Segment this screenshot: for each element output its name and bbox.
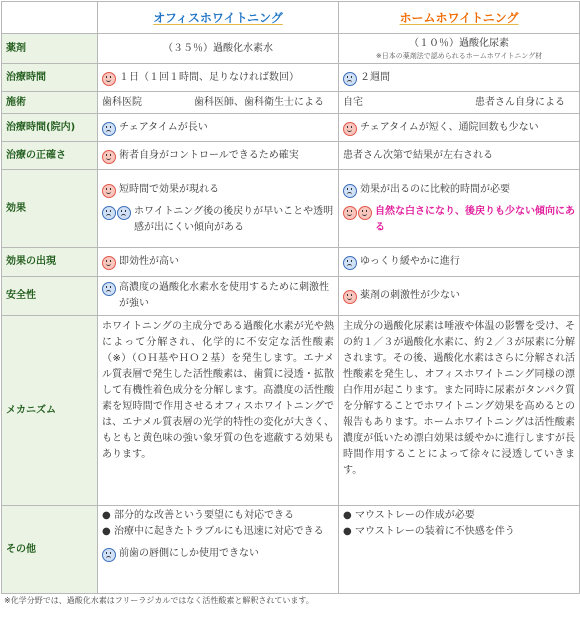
frowning-face-icon <box>102 548 116 562</box>
row-clinic-time <box>2 114 580 142</box>
frowning-face-icon <box>102 206 116 220</box>
home-safety-cell <box>339 277 580 316</box>
home-agent-note: ※日本の薬剤法で認められるホームホワイトニング材 <box>375 52 543 60</box>
home-period-cell <box>339 64 580 92</box>
corner-cell <box>2 2 98 34</box>
home-period: ２週間 <box>360 71 390 83</box>
office-effect-cell <box>98 170 339 248</box>
home-effect-2: 自然な白さになり、後戻りも少ない傾向にある <box>375 205 575 233</box>
home-onset-cell <box>339 248 580 277</box>
frowning-face-icon <box>102 122 116 136</box>
office-effect-2: ホワイトニング後の後戻りが早いことや透明感が出にくい傾向がある <box>134 205 334 233</box>
office-accuracy-cell <box>98 142 339 170</box>
row-label: 治療の正確さ <box>2 142 98 170</box>
home-place: 自宅 <box>343 96 363 108</box>
home-other-1: マウストレーの作成が必要 <box>355 510 475 521</box>
frowning-face-icon <box>102 282 116 296</box>
smiling-face-icon <box>102 256 116 270</box>
home-onset: ゆっくり緩やかに進行 <box>360 256 460 267</box>
home-other-cell: ● マウストレーの作成が必要 ● マウストレーの装着に不快感を伴う <box>339 506 580 594</box>
home-effect-1: 効果が出るのに比較的時間が必要 <box>360 183 510 195</box>
row-mechanism <box>2 316 580 506</box>
row-other <box>2 506 580 594</box>
row-label: その他 <box>2 506 98 594</box>
home-effect-cell <box>339 170 580 248</box>
header-row <box>2 2 580 34</box>
smiling-face-icon <box>343 206 357 220</box>
footnote: ※化学分野では、過酸化水素はフリーラジカルではなく活性酸素と解釈されています。 <box>4 596 314 605</box>
office-accuracy: 術者自身がコントロールできるため確実 <box>119 149 299 161</box>
home-clinic-time: チェアタイムが短く、通院回数も少ない <box>360 121 539 133</box>
frowning-face-icon <box>343 184 357 198</box>
frowning-face-icon <box>343 256 357 270</box>
home-whitening-heading: ホームホワイトニング <box>339 2 580 34</box>
home-operator: 患者さん自身による <box>475 96 565 108</box>
office-other-cell: ● 部分的な改善という要望にも対応できる ● 治療中に起きたトラブルにも迅速に対応できる 前歯の唇側にしか使用できない <box>98 506 339 594</box>
row-onset <box>2 248 580 277</box>
smiling-face-icon <box>343 290 357 304</box>
home-clinic-cell <box>339 114 580 142</box>
office-period: １日（１回１時間、足りなければ数回） <box>119 71 299 83</box>
office-onset-cell <box>98 248 339 277</box>
office-procedure-cell <box>98 92 339 114</box>
smiling-face-icon <box>102 150 116 164</box>
home-safety: 薬剤の刺激性が少ない <box>360 290 460 301</box>
office-other-1: 部分的な改善という要望にも対応できる <box>114 510 294 521</box>
smiling-face-icon <box>102 184 116 198</box>
home-procedure-cell <box>339 92 580 114</box>
smiling-face-icon <box>358 206 372 220</box>
home-agent: （１０％）過酸化尿素 <box>409 38 509 49</box>
row-accuracy <box>2 142 580 170</box>
office-other-3: 前歯の唇側にしか使用できない <box>119 548 259 559</box>
office-whitening-heading: オフィスホワイトニング <box>98 2 339 34</box>
office-period-cell <box>98 64 339 92</box>
row-agent <box>2 34 580 64</box>
smiling-face-icon <box>102 72 116 86</box>
home-agent-cell <box>339 34 580 64</box>
office-safety: 高濃度の過酸化水素水を使用するために刺激性が強い <box>119 282 329 309</box>
row-label: 安全性 <box>2 277 98 316</box>
office-clinic-cell <box>98 114 339 142</box>
row-label: 施術 <box>2 92 98 114</box>
office-place: 歯科医院 <box>102 96 142 108</box>
office-operator: 歯科医師、歯科衛生士による <box>194 96 324 108</box>
frowning-face-icon <box>117 206 131 220</box>
row-safety <box>2 277 580 316</box>
office-onset: 即効性が高い <box>119 256 179 267</box>
row-procedure <box>2 92 580 114</box>
home-mechanism: 主成分の過酸化尿素は唾液や体温の影響を受け、その約１／３が過酸化水素に、約２／３が尿素に分解されます。その後、過酸化水素はさらに分解され活性酸素を発生し、オフィスホワイトニング同様の漂白作用が起こります。また同時に尿素がタンパク質を分解することでホワイトニング効果を高めるとの報告もあります。ホームホワイトニングは活性酸素濃度が低いため漂白効果は緩やかに進行しますが長時間作用することによって徐々に浸透していきます。 <box>339 316 580 506</box>
row-label: 治療時間(院内) <box>2 114 98 142</box>
comparison-table <box>1 1 580 594</box>
row-period <box>2 64 580 92</box>
home-other-2: マウストレーの装着に不快感を伴う <box>355 526 515 537</box>
row-effect <box>2 170 580 248</box>
home-accuracy: 患者さん次第で結果が左右される <box>339 142 580 170</box>
row-label: メカニズム <box>2 316 98 506</box>
office-other-2: 治療中に起きたトラブルにも迅速に対応できる <box>114 526 324 537</box>
office-mechanism: ホワイトニングの主成分である過酸化水素が光や熱によって分解され、化学的に不安定な活性酸素（※）（ＯＨ基やＨＯ２基）を発生します。エナメル質表層で発生した活性酸素は、歯質に浸透・拡散して有機性着色成分を分解します。高濃度の活性酸素を短時間で作用させるオフィスホワイトニングでは、エナメル質表層の光学的特性の変化が大きく、もともと黄色味の強い象牙質の色を遮蔽する効果もあります。 <box>98 316 339 506</box>
office-clinic-time: チェアタイムが長い <box>119 121 208 133</box>
frowning-face-icon <box>343 72 357 86</box>
office-agent: （３５％）過酸化水素水 <box>98 34 339 64</box>
office-safety-cell <box>98 277 339 316</box>
row-label: 治療時間 <box>2 64 98 92</box>
smiling-face-icon <box>343 122 357 136</box>
row-label: 効果 <box>2 170 98 248</box>
office-effect-1: 短時間で効果が現れる <box>119 183 219 195</box>
row-label: 効果の出現 <box>2 248 98 277</box>
row-label: 薬剤 <box>2 34 98 64</box>
